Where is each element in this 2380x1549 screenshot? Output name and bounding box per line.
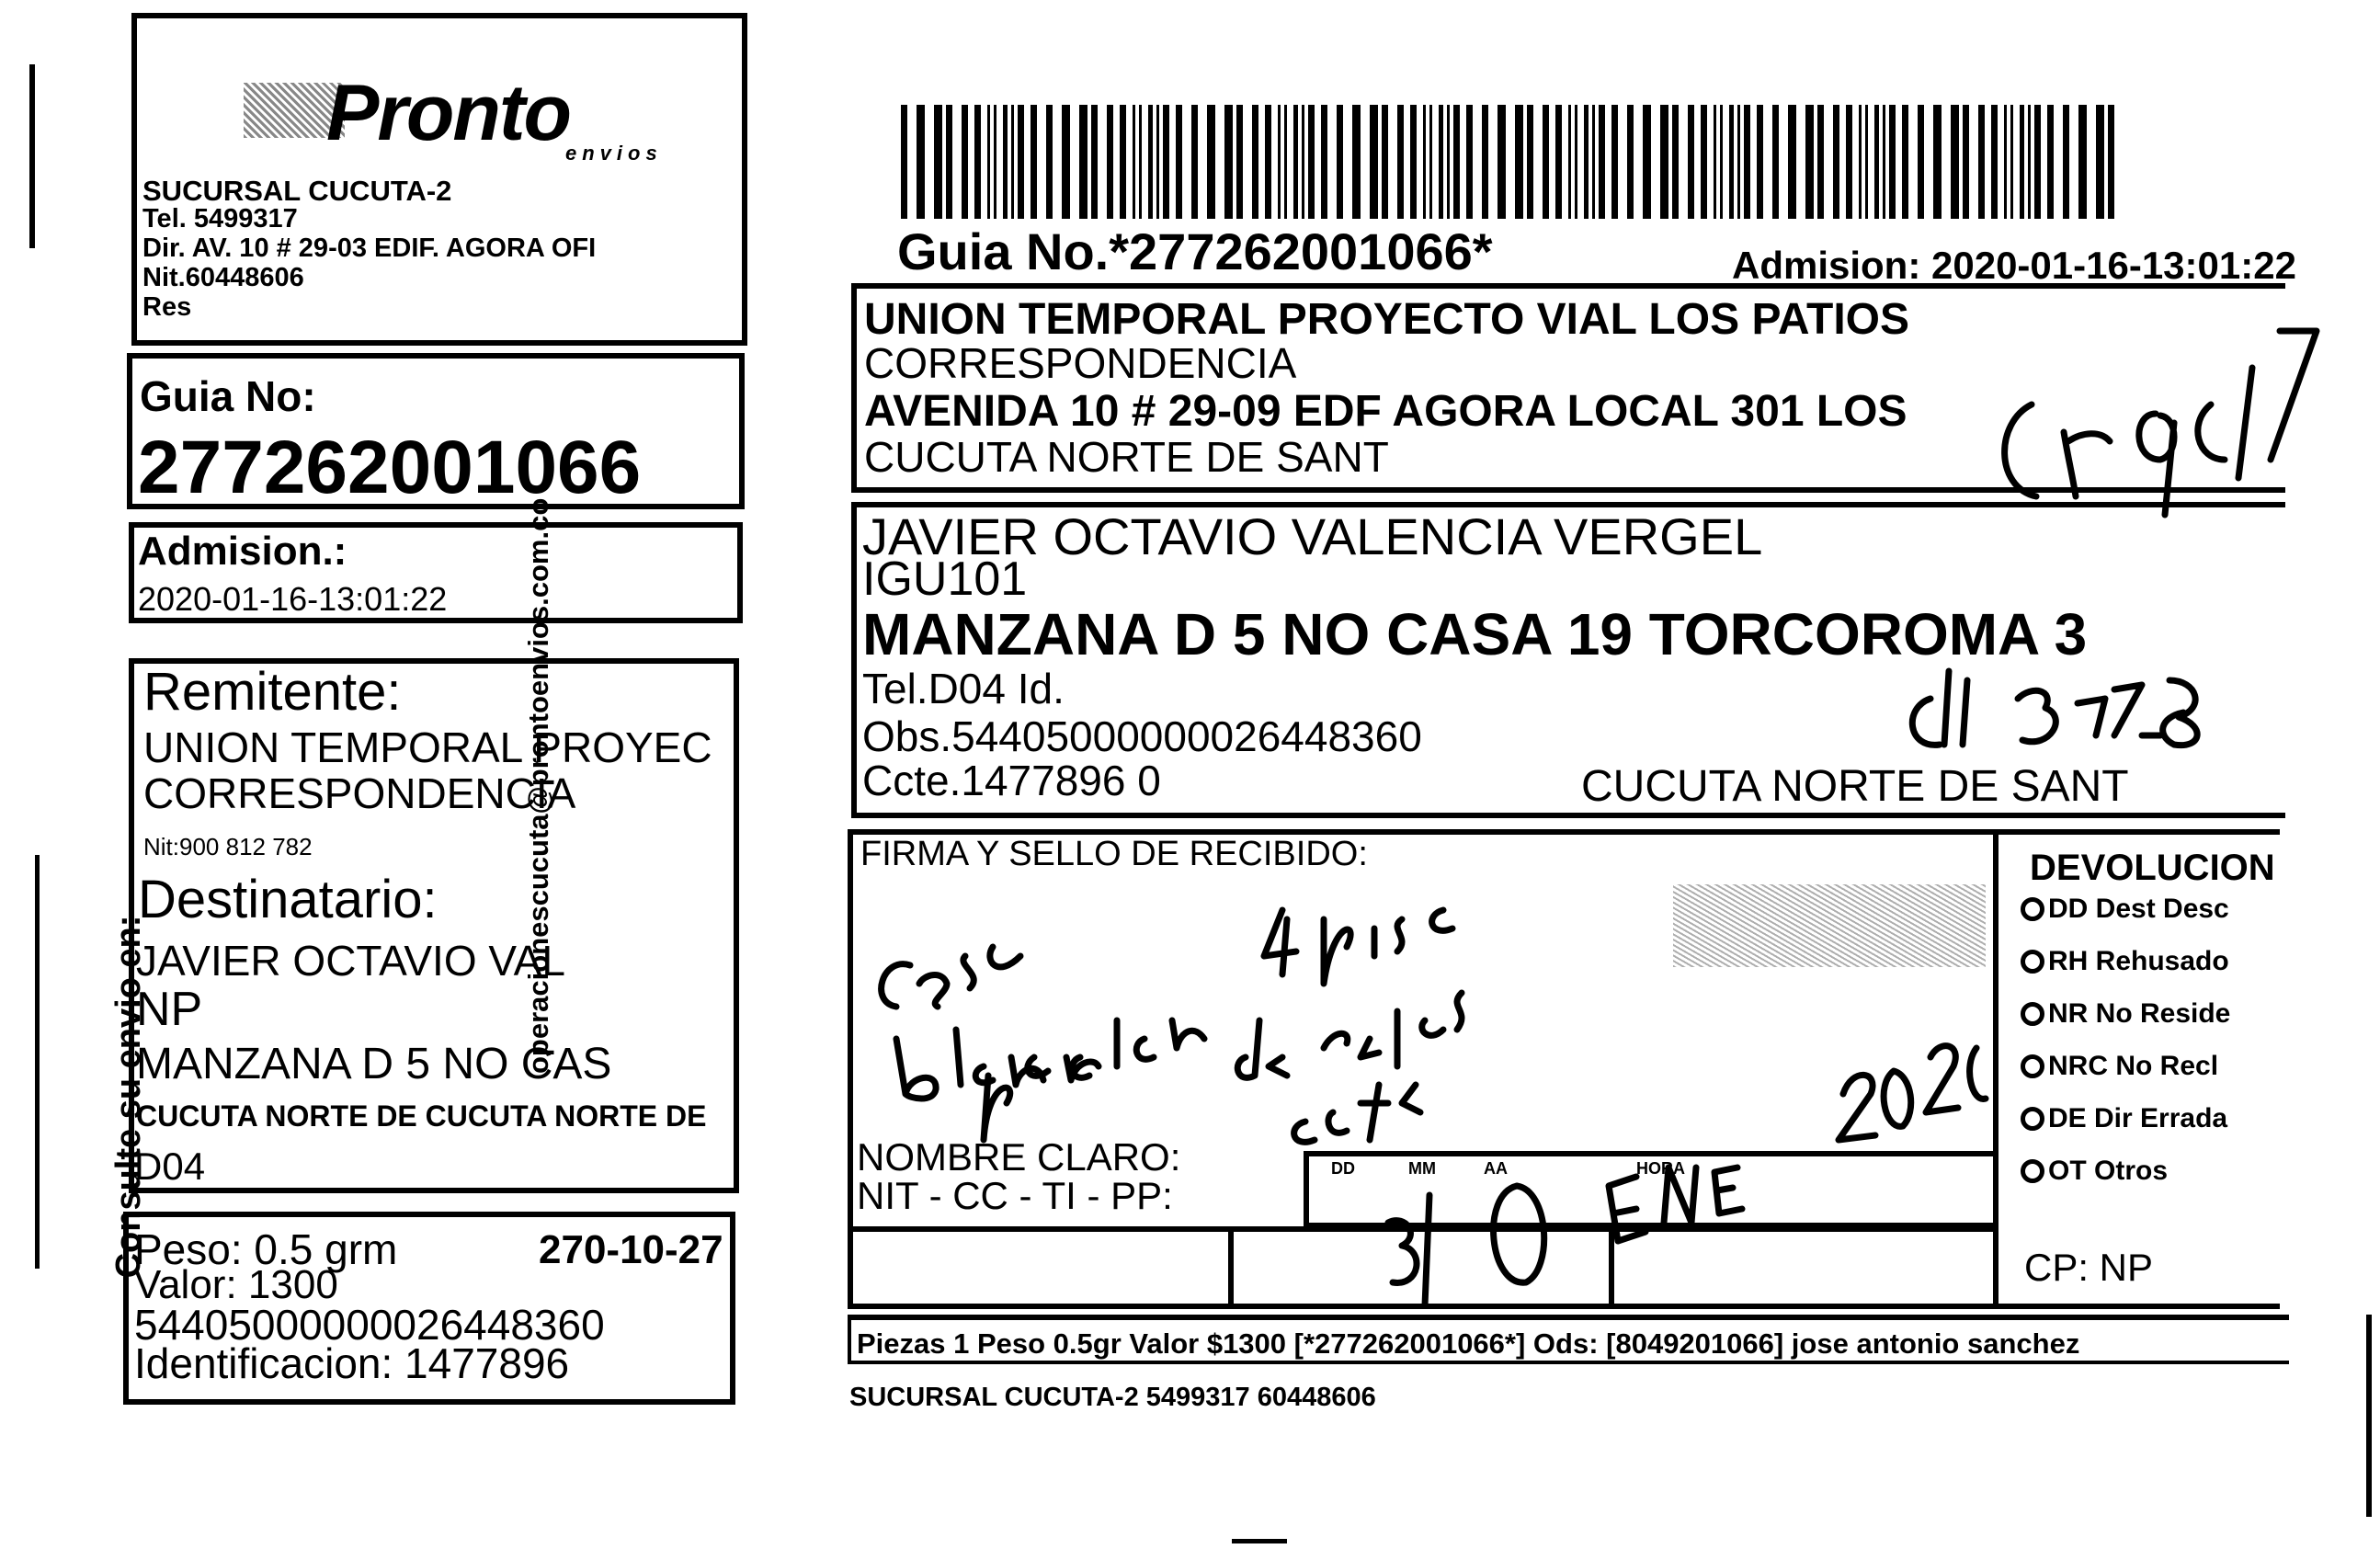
valor-line: Valor: 1300 <box>134 1262 338 1307</box>
recipient-obs: Obs.54405000000026448360 <box>862 712 1422 760</box>
destinatario-address: MANZANA D 5 NO CAS <box>136 1040 612 1088</box>
remitente-nit: Nit:900 812 782 <box>143 833 313 860</box>
branch-name: SUCURSAL CUCUTA-2 <box>142 175 452 207</box>
footer-branch: SUCURSAL CUCUTA-2 5499317 60448606 <box>849 1383 1376 1412</box>
remitente-line2: CORRESPONDENCIA <box>143 769 576 817</box>
destinatario-code: D04 <box>134 1145 206 1188</box>
footer-line: Piezas 1 Peso 0.5gr Valor $1300 [*277262001066*] Ods: [8049201066] jose antonio sanchez <box>857 1327 2080 1360</box>
devolucion-title: DEVOLUCION <box>2030 848 2275 888</box>
nombre-label: NOMBRE CLARO: <box>857 1135 1181 1179</box>
remitente-label: Remitente: <box>143 662 402 722</box>
recipient-name: JAVIER OCTAVIO VALENCIA VERGEL <box>862 507 1763 565</box>
guia-label: Guia No: <box>140 372 316 420</box>
firma-label: FIRMA Y SELLO DE RECIBIDO: <box>860 835 1368 873</box>
guia-number: 277262001066 <box>138 426 642 509</box>
devolucion-option-nr: NR No Reside <box>2048 998 2231 1029</box>
ref-number: 54405000000026448360 <box>134 1301 605 1349</box>
devolucion-option-rh: RH Rehusado <box>2048 946 2229 976</box>
scan-edge-left <box>29 64 35 248</box>
admision-label: Admision.: <box>138 529 347 574</box>
devolucion-option-nrc: NRC No Recl <box>2048 1051 2219 1081</box>
pronto-logo: Pronto envios <box>179 74 731 165</box>
recipient-address: MANZANA D 5 NO CASA 19 TORCOROMA 3 <box>862 601 2088 667</box>
branch-address: Dir. AV. 10 # 29-03 EDIF. AGORA OFI <box>142 233 597 263</box>
branch-nit: Nit.60448606 <box>142 263 304 292</box>
sender-line2: CORRESPONDENCIA <box>864 339 1297 387</box>
branch-res: Res <box>142 292 192 322</box>
date-header-dd: DD <box>1331 1159 1355 1178</box>
recipient-tel: Tel.D04 Id. <box>862 665 1065 712</box>
date-header-aa: AA <box>1484 1159 1508 1178</box>
email-vertical-text: operacionescucuta@prontoenvios.com.co <box>522 497 554 1074</box>
scan-edge-left-2 <box>35 855 40 1269</box>
devolucion-cp: CP: NP <box>2024 1246 2154 1289</box>
destinatario-np: NP <box>136 983 203 1036</box>
remitente-line1: UNION TEMPORAL PROYEC <box>143 723 712 771</box>
devolucion-option-dd: DD Dest Desc <box>2048 894 2229 924</box>
date-header-hora: HORA <box>1636 1159 1685 1178</box>
recipient-ccte: Ccte.1477896 0 <box>862 757 1161 804</box>
devolucion-option-ot: OT Otros <box>2048 1156 2169 1186</box>
sender-line1: UNION TEMPORAL PROYECTO VIAL LOS PATIOS <box>864 295 1909 344</box>
admision-right: Admision: 2020-01-16-13:01:22 <box>1732 244 2296 287</box>
sender-line3: AVENIDA 10 # 29-09 EDF AGORA LOCAL 301 LOS <box>864 387 1907 436</box>
peso-line: Peso: 0.5 grm <box>134 1225 398 1273</box>
identificacion: Identificacion: 1477896 <box>134 1339 570 1387</box>
destinatario-name: JAVIER OCTAVIO VAL <box>136 937 565 985</box>
destinatario-label: Destinatario: <box>138 870 438 929</box>
date-header-mm: MM <box>1408 1159 1436 1178</box>
destinatario-city: CUCUTA NORTE DE CUCUTA NORTE DE <box>136 1099 707 1133</box>
branch-tel: Tel. 5499317 <box>142 204 298 233</box>
consult-vertical-text: Consulte su envio en: <box>109 915 148 1279</box>
scan-mark-bottom <box>1232 1539 1287 1543</box>
sender-line4: CUCUTA NORTE DE SANT <box>864 433 1389 481</box>
recipient-code: IGU101 <box>862 552 1028 606</box>
guia-title: Guia No.*277262001066* <box>897 222 1493 280</box>
nit-label: NIT - CC - TI - PP: <box>857 1174 1173 1217</box>
recipient-city: CUCUTA NORTE DE SANT <box>1581 762 2129 811</box>
admision-value: 2020-01-16-13:01:22 <box>138 580 448 618</box>
scan-edge-right <box>2366 1315 2372 1517</box>
peso-code: 270-10-27 <box>539 1227 723 1272</box>
devolucion-option-de: DE Dir Errada <box>2048 1103 2228 1133</box>
